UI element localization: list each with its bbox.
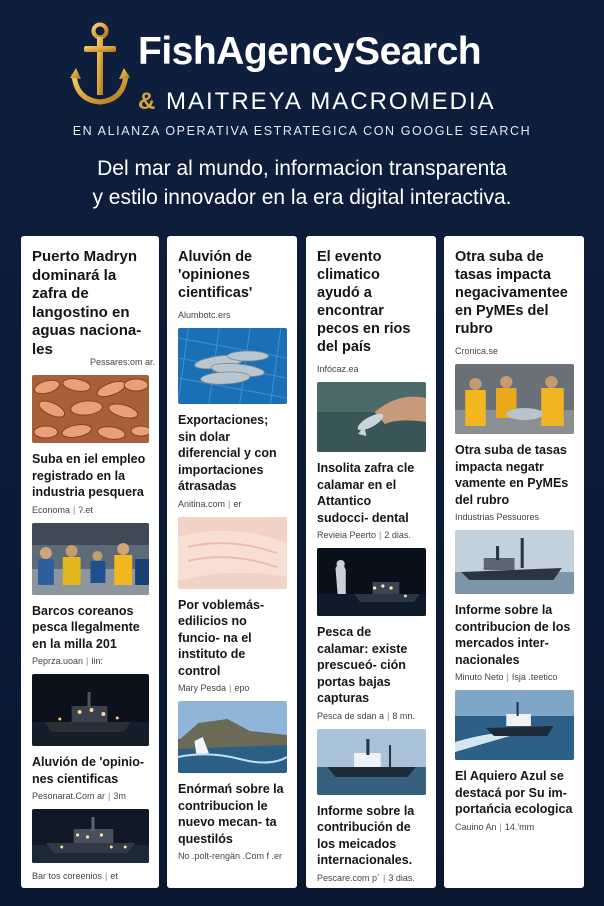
lead-source: Alumbotc.ers [178,310,231,320]
news-meta: Revieia Peerto | 2 dias. [317,530,411,540]
news-title[interactable]: Insolita zafra cle calamar en el Attantico sudocci- dental [317,461,415,525]
news-title[interactable]: Aluvión de 'opinio- nes cientificas [32,755,144,786]
news-title[interactable]: El Aquiero Azul se destacá por Su im- portańcia ecologica [455,769,573,816]
lead-headline[interactable]: Aluvión de 'opiniones cientificas' [178,249,253,301]
lead-headline[interactable]: Otra suba de tasas impacta negacivamenteе en PyMEs del rubro [455,249,568,337]
news-meta: Mary Pesda | epo [178,683,250,693]
news-column-2 [167,236,297,888]
anchor-icon [68,22,132,108]
news-meta: Bar tos coreenios | et [32,871,118,881]
news-title[interactable]: Exportaciones; sin dolar diferencial y con importaciones átrasadas [178,413,277,493]
news-title[interactable]: Por voblemás- edilicios no funcio- na el instituto de control [178,597,265,678]
alliance-text: EN ALIANZA OPERATIVA ESTRATEGICA CON GOOGLE SEARCH [72,124,532,138]
fish-net-image[interactable] [178,328,287,404]
news-meta: Minuto Neto | Isja .teetico [455,672,558,682]
news-meta: Pesonarat.Com ar | 3m [32,791,126,801]
tagline-line-2: y estilo innovador en la era digital interactiva. [92,186,512,209]
brand-title: FishAgencySearch [138,30,482,73]
river-fish-image[interactable] [317,382,426,452]
lit-ship-image[interactable] [32,809,149,863]
news-column-1 [21,236,159,888]
lead-source: Infócaz.ea [317,364,359,374]
lead-source: Pessares:om ar. [90,357,156,367]
news-meta: Economa | ʔ.et [32,504,93,515]
news-meta: Pescare.com p´ | 3 dias. [317,872,415,883]
news-meta: Anitina.com | er [178,498,242,509]
brand-subtitle [138,88,496,116]
news-meta: No .polt-rengän .Com f .er [178,851,283,861]
fishermen-image[interactable] [455,364,574,434]
tagline [0,154,604,212]
lead-headline[interactable]: El evento climatico ayudó a encontrar pecos en rios del país [317,249,411,355]
news-title[interactable]: Otra suba de tasas impacta negatr vamente en PyMEs del rubro [455,443,569,507]
coast-image[interactable] [178,701,287,773]
news-title[interactable]: Enórmań sobre la contribucion le nuevo mecan- ta questilós [178,782,284,846]
lead-source: Cronica.se [455,346,499,356]
news-title[interactable]: Informe sobre la contribución de los meicados internacionales. [317,803,415,867]
header [0,0,604,230]
news-column-3 [306,236,436,888]
tagline-line-1: Del mar al mundo, informacion transparenta [97,157,507,180]
fillet-image[interactable] [178,517,287,589]
trawler-image[interactable] [317,729,426,795]
boat-wake-image[interactable] [455,690,574,760]
ampersand: & [138,88,158,115]
squid-boat-image[interactable] [317,548,426,616]
lead-headline[interactable]: Puerto Madryn dominará la zafra de langostino en aguas naciona- les [32,248,142,358]
news-meta: Cauino An | 14.'mm [455,821,535,832]
news-column-4 [444,236,584,888]
news-title[interactable]: Pesca de calamar: existe prescueó- ción portas bajas capturas [317,625,408,705]
night-boat-image[interactable] [32,674,149,746]
news-title[interactable]: Informe sobre la contribucion de los mercados inter- nacionales [455,603,571,667]
partner-name: MAITREYA MACROMEDIA [166,88,496,115]
news-title[interactable]: Suba en iel empleo registrado en la industria pesquera [32,452,146,499]
workers-image[interactable] [32,523,149,595]
ship-image[interactable] [455,530,574,594]
news-meta: Pesca de sdan a | 8 mn. [317,710,415,721]
news-meta: Peprza.uoan | lin: [32,656,103,666]
shrimp-image[interactable] [32,375,149,443]
news-meta: Industrias Pessuores [455,512,540,522]
news-title[interactable]: Barcos coreanos pesca llegalmente en la milla 201 [32,603,140,651]
